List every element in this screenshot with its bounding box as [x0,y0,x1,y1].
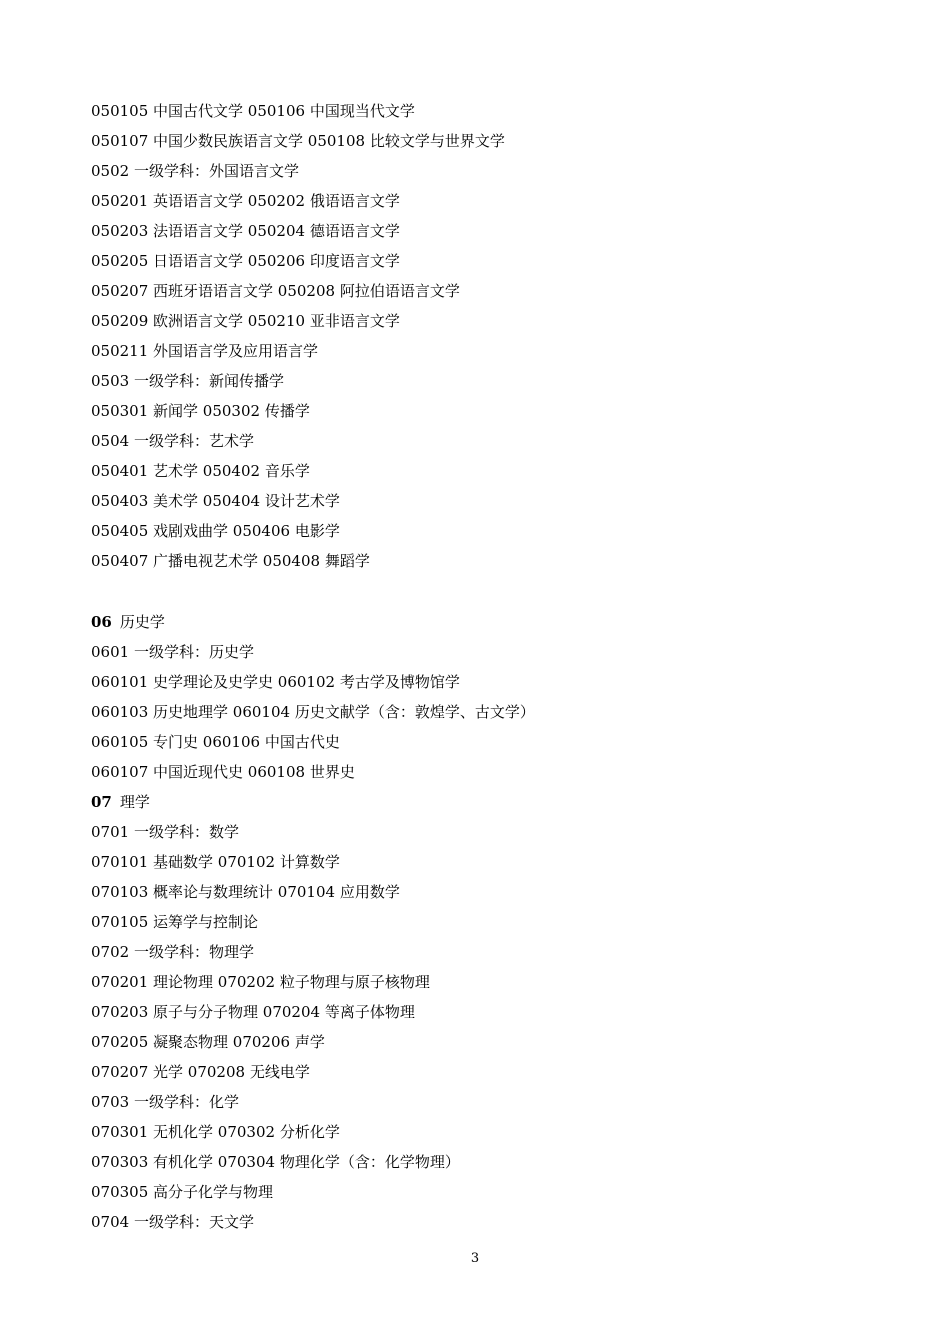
discipline-line: 050105 中国古代文学 050106 中国现当代文学 [91,102,415,120]
discipline-line: 0704 一级学科：天文学 [91,1213,254,1231]
discipline-line: 070303 有机化学 070304 物理化学（含：化学物理） [91,1153,460,1171]
discipline-line: 050301 新闻学 050302 传播学 [91,402,310,420]
discipline-line: 060105 专门史 060106 中国古代史 [91,733,340,751]
discipline-line: 070207 光学 070208 无线电学 [91,1063,310,1081]
discipline-line: 070205 凝聚态物理 070206 声学 [91,1033,325,1051]
discipline-line: 070105 运筹学与控制论 [91,913,259,931]
discipline-line: 070103 概率论与数理统计 070104 应用数学 [91,883,400,901]
discipline-line: 0702 一级学科：物理学 [91,943,254,961]
section-name: 理学 [119,793,150,811]
page-number: 3 [470,1251,480,1266]
discipline-line: 050201 英语语言文学 050202 俄语语言文学 [91,192,400,210]
discipline-line: 050207 西班牙语语言文学 050208 阿拉伯语语言文学 [91,282,460,300]
discipline-line: 050403 美术学 050404 设计艺术学 [91,492,340,510]
discipline-line: 0701 一级学科：数学 [91,823,239,841]
section-name: 历史学 [119,613,165,631]
discipline-line: 0504 一级学科：艺术学 [91,432,254,450]
section-heading-history [91,607,871,637]
discipline-line: 0601 一级学科：历史学 [91,643,254,661]
discipline-line: 0502 一级学科：外国语言文学 [91,162,299,180]
discipline-line: 060101 史学理论及史学史 060102 考古学及博物馆学 [91,673,460,691]
discipline-line: 070201 理论物理 070202 粒子物理与原子核物理 [91,973,430,991]
discipline-line: 0503 一级学科：新闻传播学 [91,372,284,390]
history-section [91,637,871,787]
discipline-line: 070101 基础数学 070102 计算数学 [91,853,340,871]
section-spacer [91,576,871,607]
section-code: 06 [91,613,112,631]
section-code: 07 [91,793,112,811]
discipline-line: 060107 中国近现代史 060108 世界史 [91,763,355,781]
discipline-line: 070301 无机化学 070302 分析化学 [91,1123,340,1141]
discipline-line: 050203 法语语言文学 050204 德语语言文学 [91,222,400,240]
section-heading-science [91,787,871,817]
discipline-line: 070203 原子与分子物理 070204 等离子体物理 [91,1003,415,1021]
discipline-list [91,96,871,1237]
discipline-line: 050407 广播电视艺术学 050408 舞蹈学 [91,552,370,570]
discipline-line: 050405 戏剧戏曲学 050406 电影学 [91,522,340,540]
discipline-line: 050107 中国少数民族语言文学 050108 比较文学与世界文学 [91,132,505,150]
discipline-line: 060103 历史地理学 060104 历史文献学（含：敦煌学、古文学） [91,703,535,721]
literature-continued-section [91,96,871,576]
discipline-line: 050401 艺术学 050402 音乐学 [91,462,310,480]
discipline-line: 0703 一级学科：化学 [91,1093,239,1111]
discipline-line: 050211 外国语言学及应用语言学 [91,342,319,360]
discipline-line: 050205 日语语言文学 050206 印度语言文学 [91,252,400,270]
discipline-line: 070305 高分子化学与物理 [91,1183,274,1201]
discipline-line: 050209 欧洲语言文学 050210 亚非语言文学 [91,312,400,330]
science-section [91,817,871,1237]
